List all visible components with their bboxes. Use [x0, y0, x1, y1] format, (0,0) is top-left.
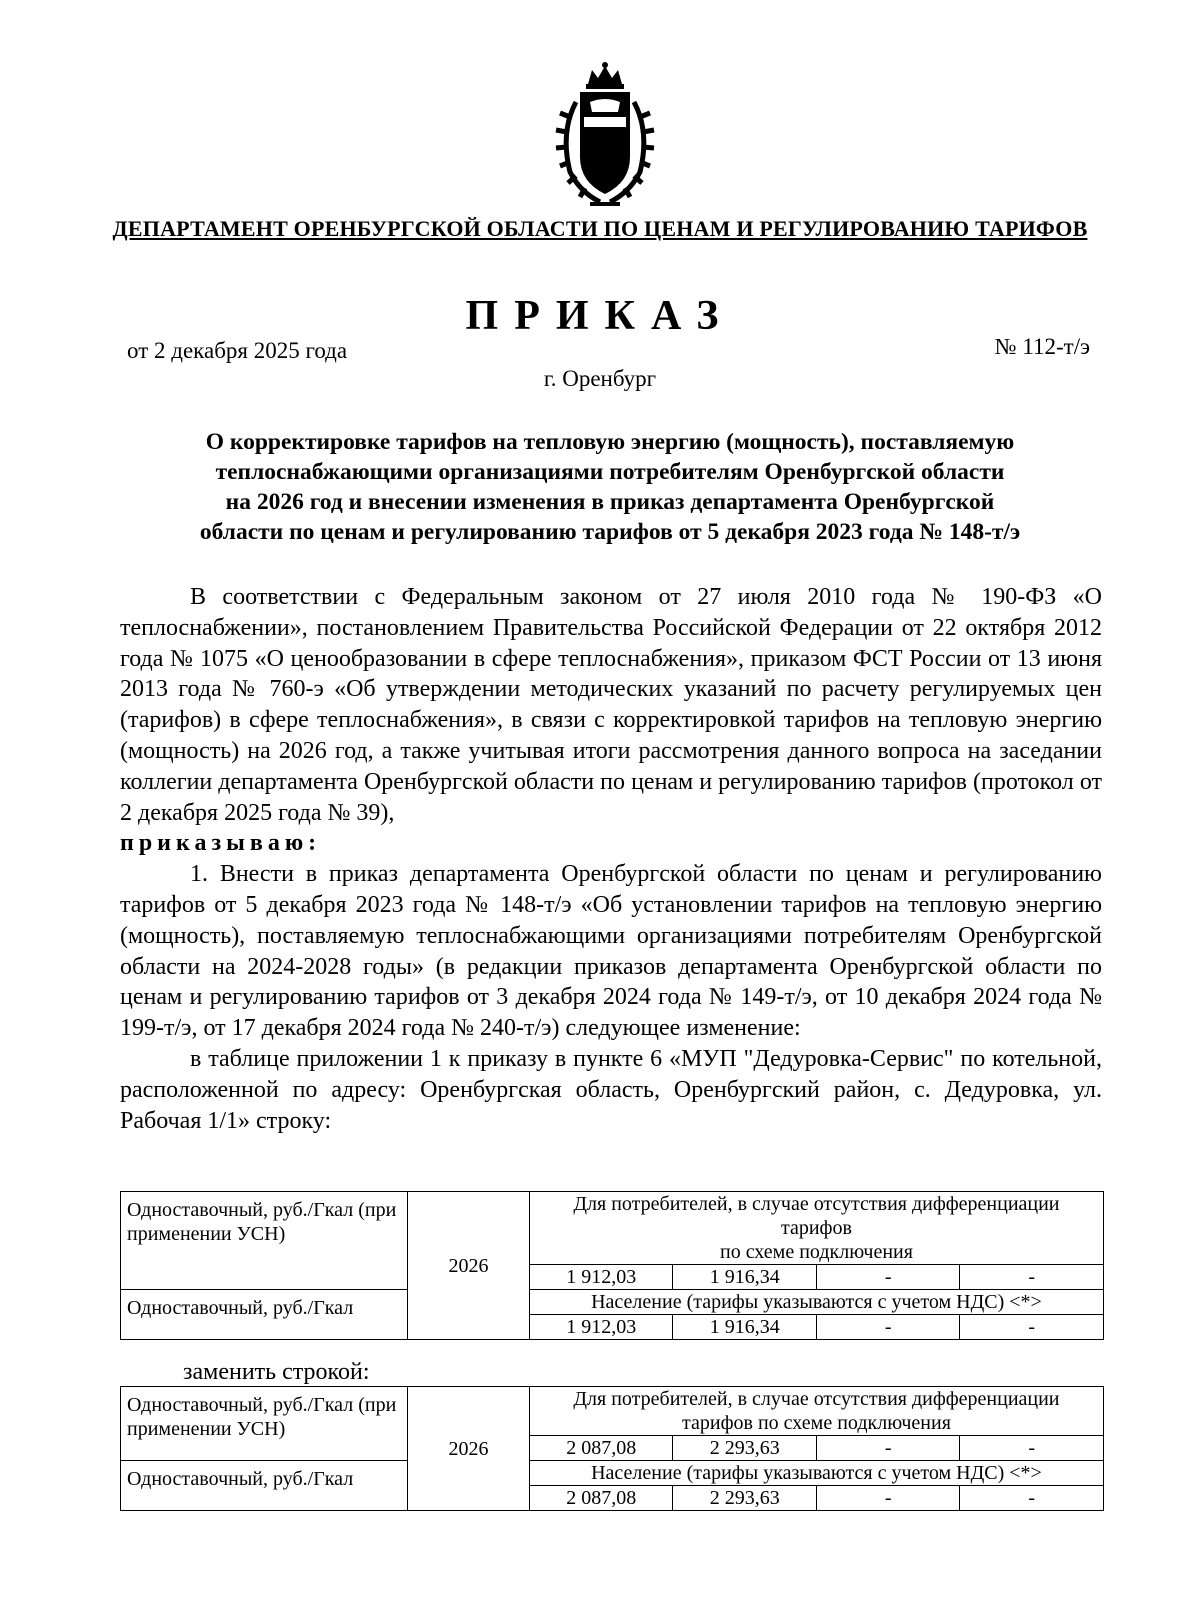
- table-value: 1 916,34: [673, 1315, 817, 1340]
- table-header-cell: [529, 1192, 1103, 1265]
- table-row-label: Одноставочный, руб./Гкал: [121, 1461, 408, 1511]
- table-value: -: [960, 1486, 1104, 1511]
- table-header-text: Для потребителей, в случае отсутствия дифференциации: [573, 1388, 1060, 1410]
- table-value: 2 293,63: [673, 1486, 817, 1511]
- table-value: 2 087,08: [529, 1486, 673, 1511]
- tariff-table-old: [120, 1191, 1104, 1340]
- subject-line: О корректировке тарифов на тепловую энергию (мощность), поставляемую: [205, 429, 1015, 455]
- order-city: г. Оренбург: [543, 366, 657, 391]
- table-value: 2 087,08: [529, 1436, 673, 1461]
- table-value: -: [960, 1315, 1104, 1340]
- table-value: -: [816, 1436, 960, 1461]
- order-subject: [120, 427, 1100, 547]
- subject-line: на 2026 год и внесении изменения в приказ департамента Оренбургской: [225, 489, 995, 515]
- order-date: от 2 декабря 2025 года: [127, 338, 348, 363]
- item-1-detail-paragraph: в таблице приложении 1 к приказу в пункте 6 «МУП "Дедуровка-Сервис" по котельной, расположенной по адресу: Оренбургская область, Оренбургский район, с. Дедуровка, ул. Рабочая 1/1» строку:: [120, 1045, 1102, 1134]
- table-value: -: [816, 1265, 960, 1290]
- table-value: -: [816, 1486, 960, 1511]
- table-row-label: Одноставочный, руб./Гкал (при применении УСН): [121, 1387, 408, 1461]
- item-1-paragraph: 1. Внести в приказ департамента Оренбургской области по ценам и регулированию тарифов от 5 декабря 2023 года № 148-т/э «Об установлении тарифов на тепловую энергию (мощность), поставляемую теплоснабжающими организациями потребителям Оренбургской области на 2024-2028 годы» (в редакции приказов департамента Оренбургской области по ценам и регулированию тарифов от 3 декабря 2024 года № 149-т/э, от 10 декабря 2024 года № 199-т/э, от 17 декабря 2024 года № 240-т/э) следующее изменение:: [120, 861, 1102, 1042]
- table-row-label: Одноставочный, руб./Гкал (при применении УСН): [121, 1192, 408, 1290]
- department-name: ДЕПАРТАМЕНТ ОРЕНБУРГСКОЙ ОБЛАСТИ ПО ЦЕНАМ И РЕГУЛИРОВАНИЮ ТАРИФОВ: [112, 216, 1088, 241]
- table-year: 2026: [408, 1192, 530, 1340]
- order-body: [120, 582, 1102, 1136]
- table-row-label: Одноставочный, руб./Гкал: [121, 1290, 408, 1340]
- preamble-text: В соответствии с Федеральным законом от 27 июля 2010 года № 190-ФЗ «О теплоснабжении», постановлением Правительства Российской Федерации от 22 октября 2012 года № 1075 «О ценообразовании в сфере теплоснабжения», приказом ФСТ России от 13 июня 2013 года № 760-э «Об утверждении методических указаний по расчету регулируемых цен (тарифов) в сфере теплоснабжения», в связи с корректировкой тарифов на тепловую энергию (мощность) на 2026 год, а также учитывая итоги рассмотрения данного вопроса на заседании коллегии департамента Оренбургской области по ценам и регулированию тарифов (протокол от 2 декабря 2025 года № 39),: [120, 584, 1102, 826]
- table-value: 1 912,03: [529, 1265, 673, 1290]
- table-value: 1 912,03: [529, 1315, 673, 1340]
- document-type-title: ПРИКАЗ: [465, 293, 735, 339]
- table-header-text: тарифов по схеме подключения: [682, 1412, 951, 1434]
- table-value: -: [960, 1265, 1104, 1290]
- table-header-cell: [529, 1387, 1103, 1436]
- preamble-paragraph: [120, 582, 1102, 859]
- table-header-cell: Население (тарифы указываются с учетом НДС) <*>: [529, 1461, 1103, 1486]
- tariff-table-new: [120, 1386, 1104, 1511]
- table-value: -: [960, 1436, 1104, 1461]
- order-word: приказываю:: [120, 830, 322, 857]
- table-year: 2026: [408, 1387, 530, 1511]
- order-number: № 112-т/э: [994, 334, 1090, 359]
- subject-line: области по ценам и регулированию тарифов от 5 декабря 2023 года № 148-т/э: [199, 519, 1021, 545]
- table-header-text: по схеме подключения: [719, 1241, 913, 1263]
- table-header-cell: Население (тарифы указываются с учетом НДС) <*>: [529, 1290, 1103, 1315]
- table-value: 1 916,34: [673, 1265, 817, 1290]
- table-value: -: [816, 1315, 960, 1340]
- table-header-text: Для потребителей, в случае отсутствия дифференциации тарифов: [573, 1193, 1060, 1239]
- coat-of-arms-emblem: [540, 62, 670, 212]
- subject-line: теплоснабжающими организациями потребителям Оренбургской области: [215, 459, 1005, 485]
- table-value: 2 293,63: [673, 1436, 817, 1461]
- replace-label: заменить строкой:: [183, 1359, 370, 1385]
